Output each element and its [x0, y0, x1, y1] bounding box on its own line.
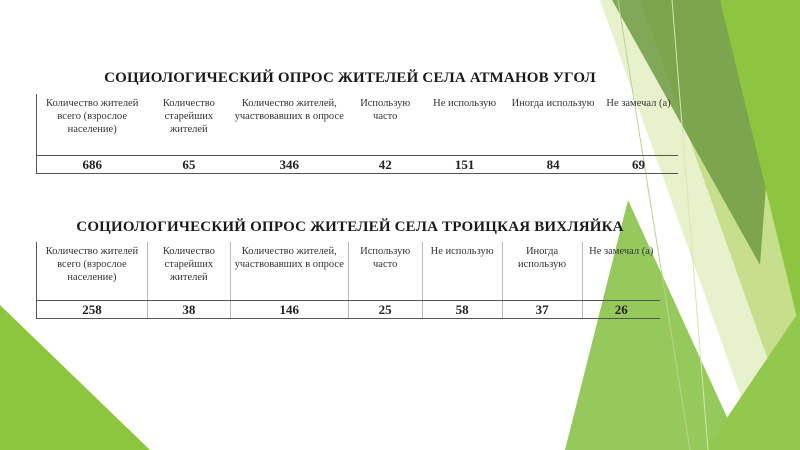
- survey2-values-row: [37, 301, 661, 319]
- value-total-residents: 686: [37, 156, 148, 174]
- survey1-values-row: [37, 156, 679, 174]
- value-do-not-use: 58: [422, 301, 502, 319]
- survey2-header-row: [37, 242, 661, 301]
- header-did-not-notice: Не замечал (а): [599, 94, 678, 156]
- value-use-often: 42: [348, 156, 422, 174]
- header-participants: Количество жителей, участвовавших в опросе: [230, 94, 348, 156]
- survey1-header-row: [37, 94, 679, 156]
- header-oldest-residents: Количество старейших жителей: [147, 94, 230, 156]
- header-use-often: Использую часто: [348, 242, 422, 301]
- header-oldest-residents: Количество старейших жителей: [147, 242, 230, 301]
- header-do-not-use: Не использую: [422, 94, 507, 156]
- survey1-table: [36, 94, 678, 174]
- value-did-not-notice: 69: [599, 156, 678, 174]
- survey1-title: СОЦИОЛОГИЧЕСКИЙ ОПРОС ЖИТЕЛЕЙ СЕЛА АТМАНОВ УГОЛ: [104, 70, 596, 86]
- value-sometimes-use: 37: [502, 301, 582, 319]
- value-participants: 146: [230, 301, 348, 319]
- header-sometimes-use: Иногда использую: [507, 94, 599, 156]
- header-use-often: Использую часто: [348, 94, 422, 156]
- value-total-residents: 258: [37, 301, 148, 319]
- header-did-not-notice: Не замечал (а): [582, 242, 660, 301]
- header-do-not-use: Не использую: [422, 242, 502, 301]
- value-sometimes-use: 84: [507, 156, 599, 174]
- value-do-not-use: 151: [422, 156, 507, 174]
- value-oldest-residents: 38: [147, 301, 230, 319]
- value-oldest-residents: 65: [147, 156, 230, 174]
- survey2-table: [36, 242, 660, 319]
- header-total-residents: Количество жителей всего (взрослое население): [37, 94, 148, 156]
- value-participants: 346: [230, 156, 348, 174]
- header-sometimes-use: Иногда использую: [502, 242, 582, 301]
- survey2-title: СОЦИОЛОГИЧЕСКИЙ ОПРОС ЖИТЕЛЕЙ СЕЛА ТРОИЦКАЯ ВИХЛЯЙКА: [76, 219, 624, 235]
- header-participants: Количество жителей, участвовавших в опросе: [230, 242, 348, 301]
- header-total-residents: Количество жителей всего (взрослое население): [37, 242, 148, 301]
- value-did-not-notice: 26: [582, 301, 660, 319]
- value-use-often: 25: [348, 301, 422, 319]
